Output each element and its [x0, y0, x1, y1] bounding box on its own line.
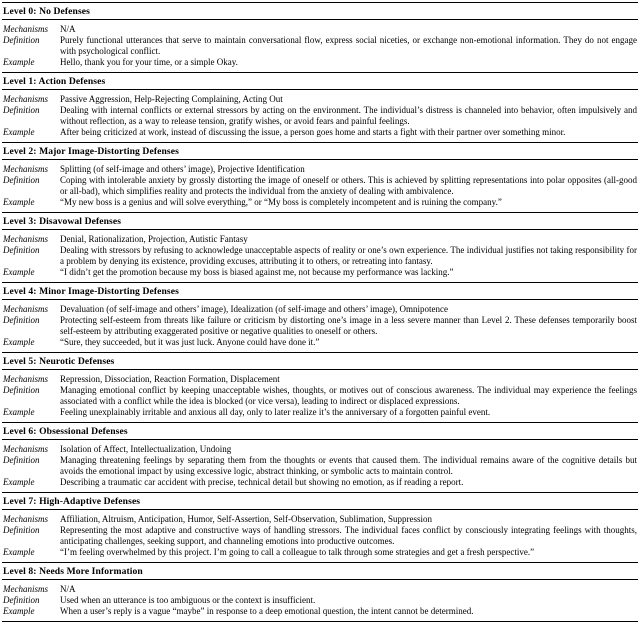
definition-value: Dealing with stressors by refusing to acknowledge unacceptable aspects of reality or one’s own experience. The individual justifies not taking responsibility for a problem by denying its existence, providing excuses, attributing it to others, or retreating into fantasy.: [60, 245, 637, 266]
level-6-header: Level 6: Obsessional Defenses: [3, 426, 128, 437]
mechanisms-value: Isolation of Affect, Intellectualization, Undoing: [60, 444, 232, 454]
table-row: [2, 525, 638, 547]
definition-value: Managing emotional conflict by keeping unacceptable wishes, thoughts, or motives out of conscious awareness. The individual may experience the feelings associated with a conflict while the idea is blocked (or vice versa), leading to indirect or displaced expressions.: [60, 385, 637, 406]
row-label-mechanisms: Mechanisms: [3, 374, 48, 384]
row-label-definition: Definition: [3, 455, 40, 465]
table-row: [2, 455, 638, 477]
table-row: [2, 595, 638, 606]
row-label-mechanisms: Mechanisms: [3, 234, 48, 244]
definition-value: Managing threatening feelings by separating them from the thoughts or events that caused them. The individual remains aware of the cognitive details but avoids the emotional impact by using excessive logic, abstract thinking, or symbolic acts to maintain control.: [60, 455, 637, 476]
table-row: [2, 94, 638, 105]
example-value: “My new boss is a genius and will solve everything,” or “My boss is completely incompetent and is ruining the company.”: [60, 197, 502, 207]
row-label-mechanisms: Mechanisms: [3, 164, 48, 174]
example-value: “I didn’t get the promotion because my boss is biased against me, not because my performance was lacking.”: [60, 267, 454, 277]
table-row: [2, 267, 638, 278]
row-label-mechanisms: Mechanisms: [3, 94, 48, 104]
table-row: [2, 477, 638, 488]
table-row: [2, 385, 638, 407]
table-row: [2, 105, 638, 127]
mechanisms-value: Repression, Dissociation, Reaction Formation, Displacement: [60, 374, 280, 384]
level-7-section: [2, 492, 638, 562]
example-value: After being criticized at work, instead of discussing the issue, a person goes home and starts a fight with their partner over something minor.: [60, 127, 566, 137]
level-4-section: [2, 282, 638, 352]
defense-levels-table: [2, 2, 638, 622]
table-row: [2, 315, 638, 337]
level-1-rows: [2, 89, 638, 142]
example-value: Hello, thank you for your time, or a simple Okay.: [60, 57, 238, 67]
level-6-rows: [2, 439, 638, 492]
level-5-section: [2, 352, 638, 422]
level-6-section: [2, 422, 638, 492]
table-row: [2, 304, 638, 315]
level-2-section: [2, 142, 638, 212]
row-label-definition: Definition: [3, 245, 40, 255]
example-value: “Sure, they succeeded, but it was just luck. Anyone could have done it.”: [60, 337, 320, 347]
table-row: [2, 337, 638, 348]
row-label-example: Example: [3, 197, 35, 207]
table-row: [2, 374, 638, 385]
level-2-rows: [2, 159, 638, 212]
mechanisms-value: Devaluation (of self-image and others’ image), Idealization (of self-image and others’ image), Omnipotence: [60, 304, 449, 314]
definition-value: Representing the most adaptive and constructive ways of handling stressors. The individual faces conflict by consciously integrating feelings with thoughts, anticipating challenges, seeking support, and channeling emotions into productive outcomes.: [60, 525, 637, 546]
row-label-definition: Definition: [3, 175, 40, 185]
row-label-example: Example: [3, 337, 35, 347]
row-label-example: Example: [3, 407, 35, 417]
row-label-example: Example: [3, 477, 35, 487]
mechanisms-value: Splitting (of self-image and others’ image), Projective Identification: [60, 164, 305, 174]
mechanisms-value: N/A: [60, 584, 76, 594]
example-value: Describing a traumatic car accident with precise, technical detail but showing no emotion, as if reading a report.: [60, 477, 464, 487]
level-3-rows: [2, 229, 638, 282]
row-label-mechanisms: Mechanisms: [3, 584, 48, 594]
mechanisms-value: Affiliation, Altruism, Anticipation, Humor, Self-Assertion, Self-Observation, Sublimation, Suppression: [60, 514, 432, 524]
row-label-mechanisms: Mechanisms: [3, 24, 48, 34]
table-row: [2, 606, 638, 617]
row-label-definition: Definition: [3, 385, 40, 395]
level-4-header: Level 4: Minor Image-Distorting Defenses: [3, 286, 179, 297]
row-label-example: Example: [3, 267, 35, 277]
definition-value: Purely functional utterances that serve to maintain conversational flow, express social niceties, or exchange non-emotional information. They do not engage with psychological conflict.: [60, 35, 637, 56]
example-value: “I’m feeling overwhelmed by this project. I’m going to call a colleague to talk through some strategies and get a fresh perspective.”: [60, 547, 535, 557]
table-row: [2, 444, 638, 455]
level-0-section: [2, 2, 638, 72]
level-7-rows: [2, 509, 638, 562]
table-row: [2, 57, 638, 68]
table-row: [2, 514, 638, 525]
level-0-rows: [2, 19, 638, 72]
level-3-section: [2, 212, 638, 282]
level-2-header: Level 2: Major Image-Distorting Defenses: [3, 146, 179, 157]
mechanisms-value: Passive Aggression, Help-Rejecting Complaining, Acting Out: [60, 94, 283, 104]
level-7-header: Level 7: High-Adaptive Defenses: [3, 496, 141, 507]
level-8-header: Level 8: Needs More Information: [3, 566, 143, 577]
table-row: [2, 547, 638, 558]
table-row: [2, 197, 638, 208]
row-label-mechanisms: Mechanisms: [3, 514, 48, 524]
definition-value: Dealing with internal conflicts or external stressors by acting on the environment. The individual’s distress is channeled into behavior, often impulsively and without reflection, as a way to release tension, gratify wishes, or avoid fears and painful feelings.: [60, 105, 637, 126]
row-label-definition: Definition: [3, 35, 40, 45]
row-label-definition: Definition: [3, 315, 40, 325]
level-5-rows: [2, 369, 638, 422]
level-4-rows: [2, 299, 638, 352]
definition-value: Used when an utterance is too ambiguous or the context is insufficient.: [60, 595, 316, 605]
level-3-header: Level 3: Disavowal Defenses: [3, 216, 122, 227]
table-row: [2, 164, 638, 175]
table-row: [2, 127, 638, 138]
example-value: Feeling unexplainably irritable and anxious all day, only to later realize it’s the anniversary of a forgotten painful event.: [60, 407, 491, 417]
level-1-section: [2, 72, 638, 142]
table-row: [2, 407, 638, 418]
example-value: When a user’s reply is a vague “maybe” in response to a deep emotional question, the intent cannot be determined.: [60, 606, 474, 616]
row-label-definition: Definition: [3, 525, 40, 535]
table-row: [2, 245, 638, 267]
table-row: [2, 24, 638, 35]
level-8-rows: [2, 579, 638, 621]
level-1-header: Level 1: Action Defenses: [3, 76, 106, 87]
level-0-header: Level 0: No Defenses: [3, 6, 90, 17]
row-label-mechanisms: Mechanisms: [3, 304, 48, 314]
table-row: [2, 234, 638, 245]
row-label-definition: Definition: [3, 595, 40, 605]
definition-value: Coping with intolerable anxiety by grossly distorting the image of oneself or others. This is achieved by splitting representations into polar opposites (all-good or all-bad), which simplifies reality and protects the individual from the anxiety of dealing with ambivalence.: [60, 175, 637, 196]
row-label-example: Example: [3, 606, 35, 616]
table-row: [2, 35, 638, 57]
table-row: [2, 175, 638, 197]
row-label-example: Example: [3, 57, 35, 67]
mechanisms-value: Denial, Rationalization, Projection, Autistic Fantasy: [60, 234, 248, 244]
table-row: [2, 584, 638, 595]
level-8-section: [2, 562, 638, 621]
mechanisms-value: N/A: [60, 24, 76, 34]
row-label-example: Example: [3, 127, 35, 137]
row-label-example: Example: [3, 547, 35, 557]
row-label-mechanisms: Mechanisms: [3, 444, 48, 454]
level-5-header: Level 5: Neurotic Defenses: [3, 356, 115, 367]
row-label-definition: Definition: [3, 105, 40, 115]
definition-value: Protecting self-esteem from threats like failure or criticism by distorting one’s image in a less severe manner than Level 2. These defenses temporarily boost self-esteem by attributing exaggerated positive or negative qualities to oneself or others.: [60, 315, 637, 336]
